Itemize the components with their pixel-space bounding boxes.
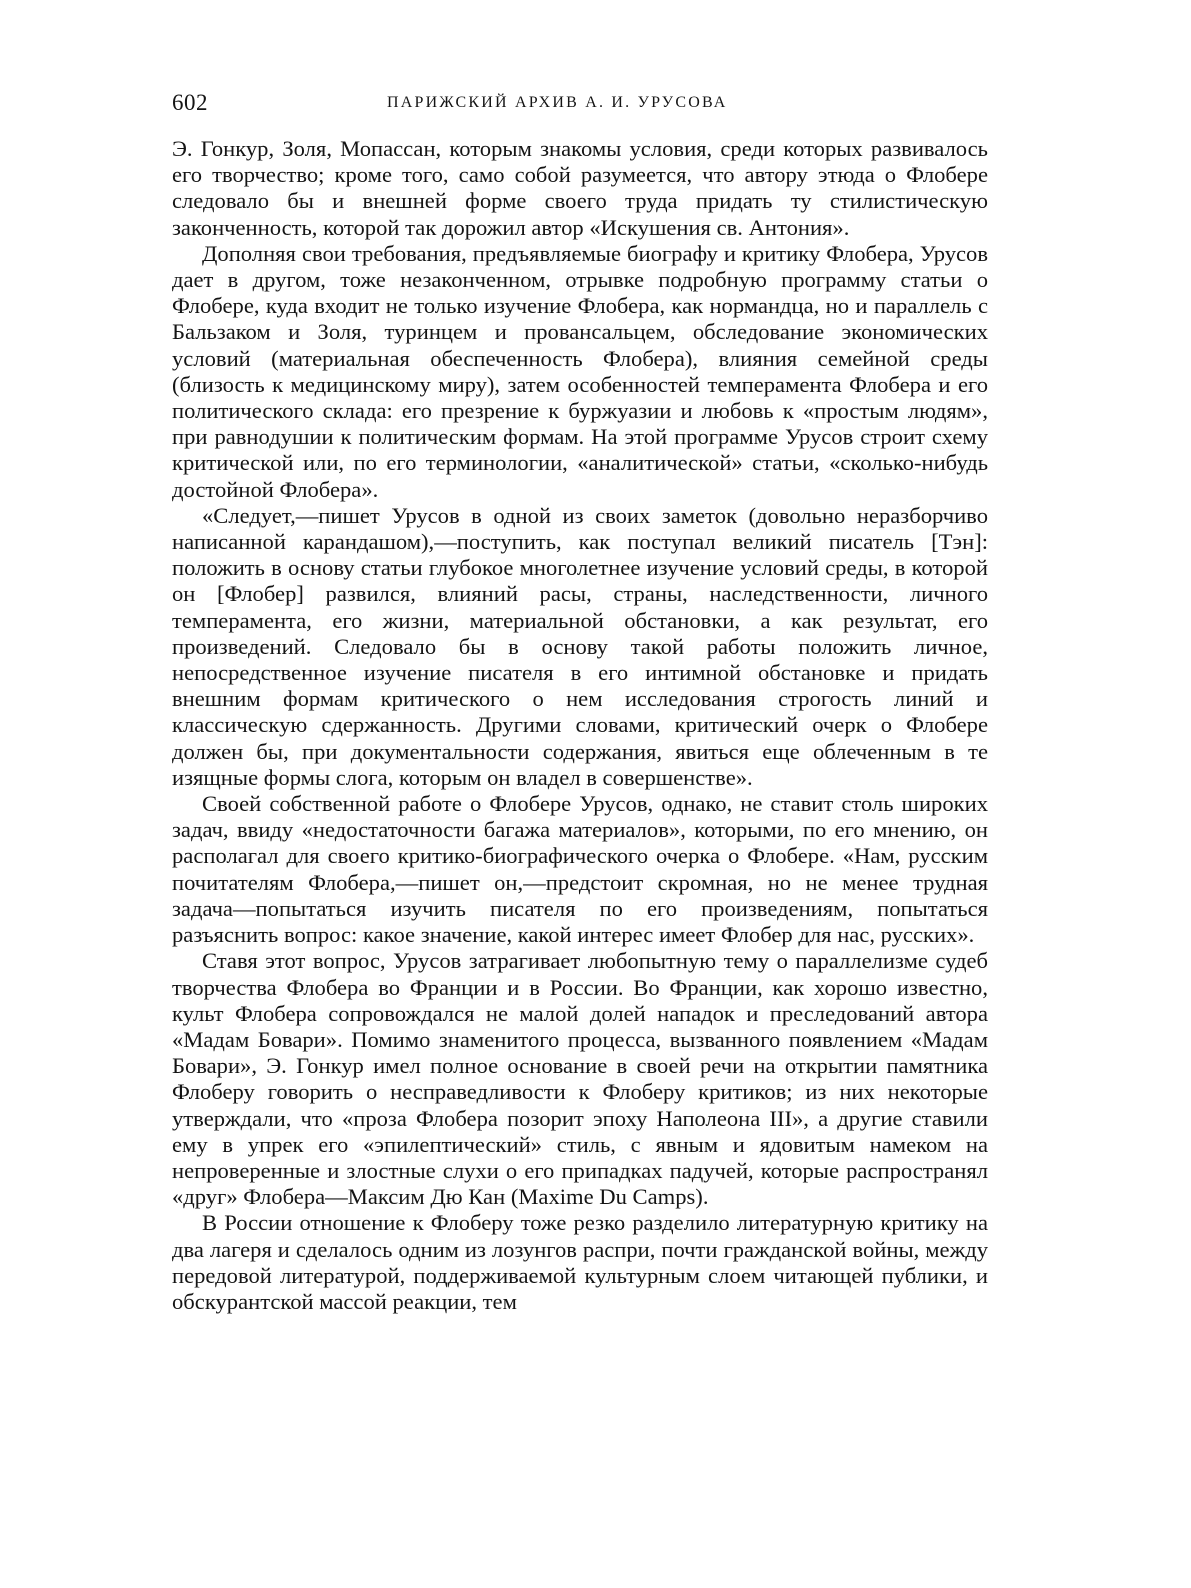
paragraph: Ставя этот вопрос, Урусов затрагивает любопытную тему о параллелизме судеб творчества Флобера во Франции и в России. Во Франции, как хорошо известно, культ Флобера сопровождался не малой долей нападок и преследований автора «Мадам Бовари». Помимо знаменитого процесса, вызванного появлением «Мадам Бовари», Э. Гонкур имел полное основание в своей речи на открытии памятника Флоберу говорить о несправедливости к Флоберу критиков; из них некоторые утверждали, что «проза Флобера позорит эпоху Наполеона III», а другие ставили ему в упрек его «эпилептический» стиль, с явным и ядовитым намеком на непроверенные и злостные слухи о его припадках падучей, которые распространял «друг» Флобера—Максим Дю Кан (Maxime Du Camps). (172, 948, 988, 1210)
book-page (172, 84, 988, 1315)
paragraph: «Следует,—пишет Урусов в одной из своих заметок (довольно неразборчиво написанной карандашом),—поступить, как поступал великий писатель [Тэн]: положить в основу статьи глубокое многолетнее изучение условий среды, в которой он [Флобер] развился, влияний расы, страны, наследственности, личного темперамента, его жизни, материальной обстановки, а как результат, его произведений. Следовало бы в основу такой работы положить личное, непосредственное изучение писателя в его интимной обстановке и придать внешним формам критического о нем исследования строгость линий и классическую сдержанность. Другими словами, критический очерк о Флобере должен бы, при документальности содержания, явиться еще облеченным в те изящные формы слога, которым он владел в совершенстве». (172, 502, 988, 790)
paragraph: Своей собственной работе о Флобере Урусов, однако, не ставит столь широких задач, ввиду «недостаточности багажа материалов», которыми, по его мнению, он располагал для своего критико-биографического очерка о Флобере. «Нам, русским почитателям Флобера,—пишет он,—предстоит скромная, но не менее трудная задача—попытаться изучить писателя по его произведениям, попытаться разъяснить вопрос: какое значение, какой интерес имеет Флобер для нас, русских». (172, 791, 988, 948)
paragraph: В России отношение к Флоберу тоже резко разделило литературную критику на два лагеря и сделалось одним из лозунгов распри, почти гражданской войны, между передовой литературой, поддерживаемой культурным слоем читающей публики, и обскурантской массой реакции, тем (172, 1210, 988, 1314)
paragraph: Дополняя свои требования, предъявляемые биографу и критику Флобера, Урусов дает в другом, тоже незаконченном, отрывке подробную программу статьи о Флобере, куда входит не только изучение Флобера, как нормандца, но и параллель с Бальзаком и Золя, туринцем и провансальцем, обследование экономических условий (материальная обеспеченность Флобера), влияния семейной среды (близость к медицинскому миру), затем особенностей темперамента Флобера и его политического склада: его презрение к буржуазии и любовь к «простым людям», при равнодушии к политическим формам. На этой программе Урусов строит схему критической или, по его терминологии, «аналитической» статьи, «сколько-нибудь достойной Флобера». (172, 240, 988, 502)
body-text (172, 136, 988, 1315)
page-number: 602 (172, 90, 208, 115)
paragraph: Э. Гонкур, Золя, Мопассан, которым знакомы условия, среди которых развивалось его творчество; кроме того, само собой разумеется, что автору этюда о Флобере следовало бы и внешней форме своего труда придать ту стилистическую законченность, которой так дорожил автор «Искушения св. Антония». (172, 136, 988, 240)
page-header (172, 84, 988, 120)
running-title: ПАРИЖСКИЙ АРХИВ А. И. УРУСОВА (387, 94, 728, 111)
